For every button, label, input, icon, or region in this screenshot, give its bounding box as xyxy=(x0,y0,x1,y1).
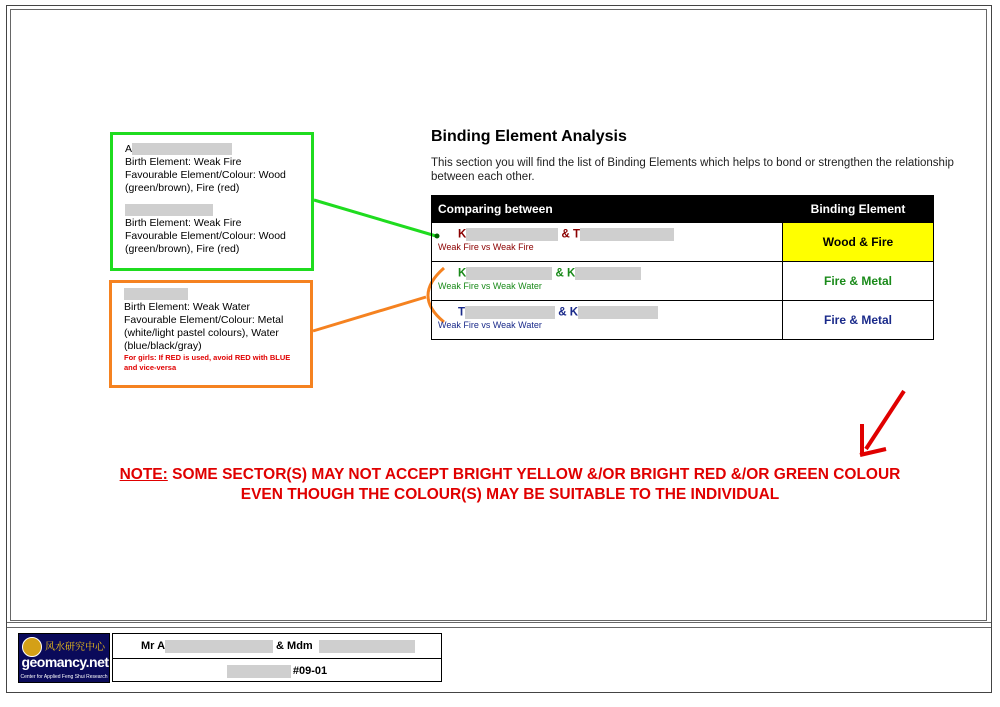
pair-names: T & K xyxy=(438,306,776,319)
favourable-colour: Favourable Element/Colour: Wood (green/brown), Fire (red) xyxy=(125,169,286,194)
table-row xyxy=(432,301,934,340)
birth-element: Birth Element: Weak Water xyxy=(124,301,251,313)
birth-element: Birth Element: Weak Fire xyxy=(125,156,242,168)
redacted-name xyxy=(466,267,552,280)
redacted-name xyxy=(165,640,273,653)
pair-cell xyxy=(432,223,783,262)
redacted-name xyxy=(124,288,188,300)
footer-divider-secondary xyxy=(7,627,991,628)
pair-relation: Weak Fire vs Weak Fire xyxy=(438,242,534,252)
note-line-1: SOME SECTOR(S) MAY NOT ACCEPT BRIGHT YELLOW &/OR BRIGHT RED &/OR GREEN COLOUR xyxy=(172,466,901,483)
note-line-2: EVEN THOUGH THE COLOUR(S) MAY BE SUITABLE TO THE INDIVIDUAL xyxy=(240,486,780,503)
person-name: A xyxy=(125,143,301,156)
redacted-name xyxy=(319,640,415,653)
pair-cell xyxy=(432,301,783,340)
girls-note: For girls: If RED is used, avoid RED with BLUE and vice-versa xyxy=(124,353,291,372)
logo-chinese-text: 风水研究中心 xyxy=(45,642,105,653)
client-names: Mr A & Mdm xyxy=(113,634,441,659)
binding-table xyxy=(431,195,934,340)
binding-element: Fire & Metal xyxy=(783,262,934,301)
table-row xyxy=(432,223,934,262)
redacted-name xyxy=(578,306,658,319)
note-label: NOTE: xyxy=(119,466,168,483)
redacted-name xyxy=(466,228,558,241)
binding-element: Fire & Metal xyxy=(783,301,934,340)
redacted-name xyxy=(125,204,213,216)
redacted-address xyxy=(227,665,291,678)
redacted-name xyxy=(465,306,555,319)
pair-cell xyxy=(432,262,783,301)
logo-tagline: Center for Applied Feng Shui Research xyxy=(20,674,108,680)
client-address: #09-01 xyxy=(113,659,441,683)
binding-element: Wood & Fire xyxy=(783,223,934,262)
person-box-water xyxy=(109,280,313,388)
redacted-name xyxy=(580,228,674,241)
person-box-fire xyxy=(110,132,314,271)
header-binding: Binding Element xyxy=(783,196,934,223)
person-name xyxy=(125,204,301,217)
header-comparing: Comparing between xyxy=(432,196,783,223)
redacted-name xyxy=(132,143,232,155)
table-row xyxy=(432,262,934,301)
pair-names: K & T xyxy=(438,228,776,241)
pair-relation: Weak Fire vs Weak Water xyxy=(438,281,542,291)
person-2 xyxy=(125,204,301,256)
geomancy-logo xyxy=(18,633,110,683)
redacted-name xyxy=(575,267,641,280)
pair-names: K & K xyxy=(438,267,776,280)
footer-divider xyxy=(7,622,991,623)
person-1 xyxy=(125,143,301,195)
section-title: Binding Element Analysis xyxy=(431,128,627,145)
birth-element: Birth Element: Weak Fire xyxy=(125,217,242,229)
person-name xyxy=(124,288,300,301)
warning-note xyxy=(60,465,960,505)
client-info-table xyxy=(112,633,442,682)
table-header-row xyxy=(432,196,934,223)
favourable-colour: Favourable Element/Colour: Wood (green/brown), Fire (red) xyxy=(125,230,286,255)
section-description: This section you will find the list of Binding Elements which helps to bond or strengthen the relationship between each other. xyxy=(431,157,954,183)
pair-relation: Weak Fire vs Weak Water xyxy=(438,320,542,330)
favourable-colour: Favourable Element/Colour: Metal (white/light pastel colours), Water (blue/black/gray) xyxy=(124,314,284,352)
logo-brand: geomancy.net xyxy=(21,654,109,670)
